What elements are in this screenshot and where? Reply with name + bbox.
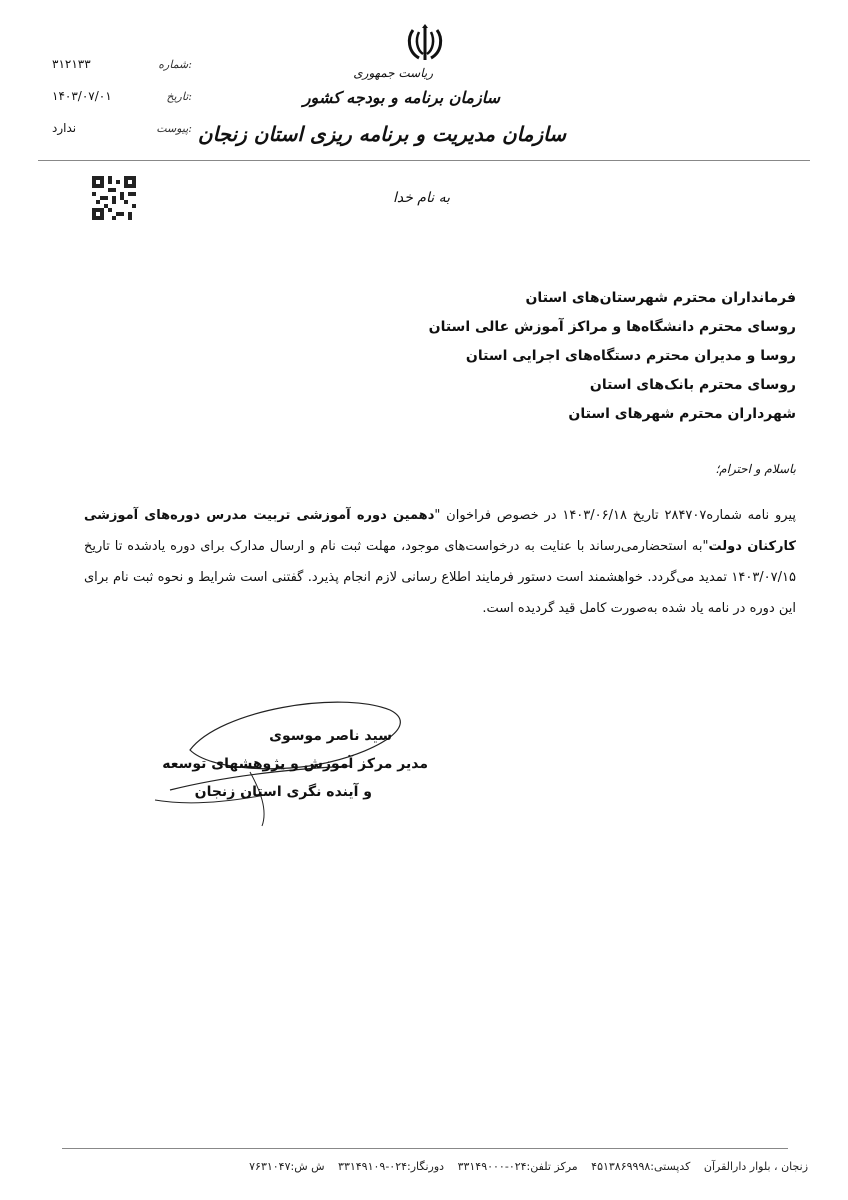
body-part2: "به استحضارمی‌رساند با عنایت به درخواست‌های موجود، مهلت ثبت نام و ارسال مدارک برای دوره یادشده تا تاریخ ۱۴۰۳/۰۷/۱۵ تمدید می‌گردد. خواهشمند است دستور فرمایند اطلاع رسانی لازم انجام پذیرد. گفتنی است شرایط و نحوه ثبت نام برای این دوره در نامه یاد شده به‌صورت کامل قید گردیده است. xyxy=(84,539,796,616)
qr-code-icon xyxy=(92,176,136,220)
footer-phone: مرکز تلفن:۰۲۴-۳۳۱۴۹۰۰۰ xyxy=(457,1160,578,1173)
recipient-line: روسا و مدیران محترم دستگاه‌های اجرایی استان xyxy=(465,348,796,364)
meta-value: ۳۱۲۱۳۳ xyxy=(52,57,91,71)
meta-attachment xyxy=(52,118,192,138)
signatory-name: سید ناصر موسوی xyxy=(269,728,392,744)
emblem-icon xyxy=(403,22,447,64)
signatory-title: مدیر مرکز آموزش و پژوهشهای توسعه xyxy=(162,756,428,772)
meta-label: تاریخ: xyxy=(166,89,192,103)
footer-fax: دورنگار:۰۲۴-۳۳۱۴۹۱۰۹ xyxy=(338,1160,445,1173)
org-small: ریاست جمهوری xyxy=(353,66,433,80)
header-divider xyxy=(38,160,810,161)
org-big: سازمان مدیریت و برنامه ریزی استان زنجان xyxy=(197,122,566,146)
recipient-line: روسای محترم دانشگاه‌ها و مراکز آموزش عالی استان xyxy=(428,319,796,335)
recipient-line: روسای محترم بانک‌های استان xyxy=(589,377,796,393)
signatory-title-continued: و آینده نگری استان زنجان xyxy=(194,784,372,800)
letter-body xyxy=(84,500,796,624)
greeting: باسلام و احترام؛ xyxy=(715,462,796,476)
org-mid: سازمان برنامه و بودجه کشور xyxy=(302,88,500,107)
meta-value: ندارد xyxy=(52,121,77,135)
body-part1: پیرو نامه شماره۲۸۴۷۰۷ تاریخ ۱۴۰۳/۰۶/۱۸ در خصوص فراخوان " xyxy=(434,508,796,523)
recipient-line: فرمانداران محترم شهرستان‌های استان xyxy=(525,290,796,306)
footer-address: زنجان ، بلوار دارالقرآن xyxy=(703,1160,808,1173)
meta-label: پیوست: xyxy=(156,121,192,135)
footer xyxy=(239,1160,808,1173)
meta-value: ۱۴۰۳/۰۷/۰۱ xyxy=(52,89,112,103)
body-bold-title: دهمین دوره آموزشی تربیت مدرس دوره‌های آموزشی کارکنان دولت xyxy=(84,508,796,554)
bismillah: به نام خدا xyxy=(392,190,450,206)
meta-number xyxy=(52,54,192,74)
meta-date xyxy=(52,86,192,106)
footer-divider xyxy=(62,1148,788,1149)
footer-postal-code: کدپستی:۴۵۱۳۸۶۹۹۹۸ xyxy=(591,1160,691,1173)
footer-id: ش ش:۷۶۳۱۰۴۷ xyxy=(249,1160,325,1173)
meta-label: شماره: xyxy=(158,57,192,71)
recipients-list xyxy=(196,284,796,429)
recipient-line: شهرداران محترم شهرهای استان xyxy=(568,406,796,422)
